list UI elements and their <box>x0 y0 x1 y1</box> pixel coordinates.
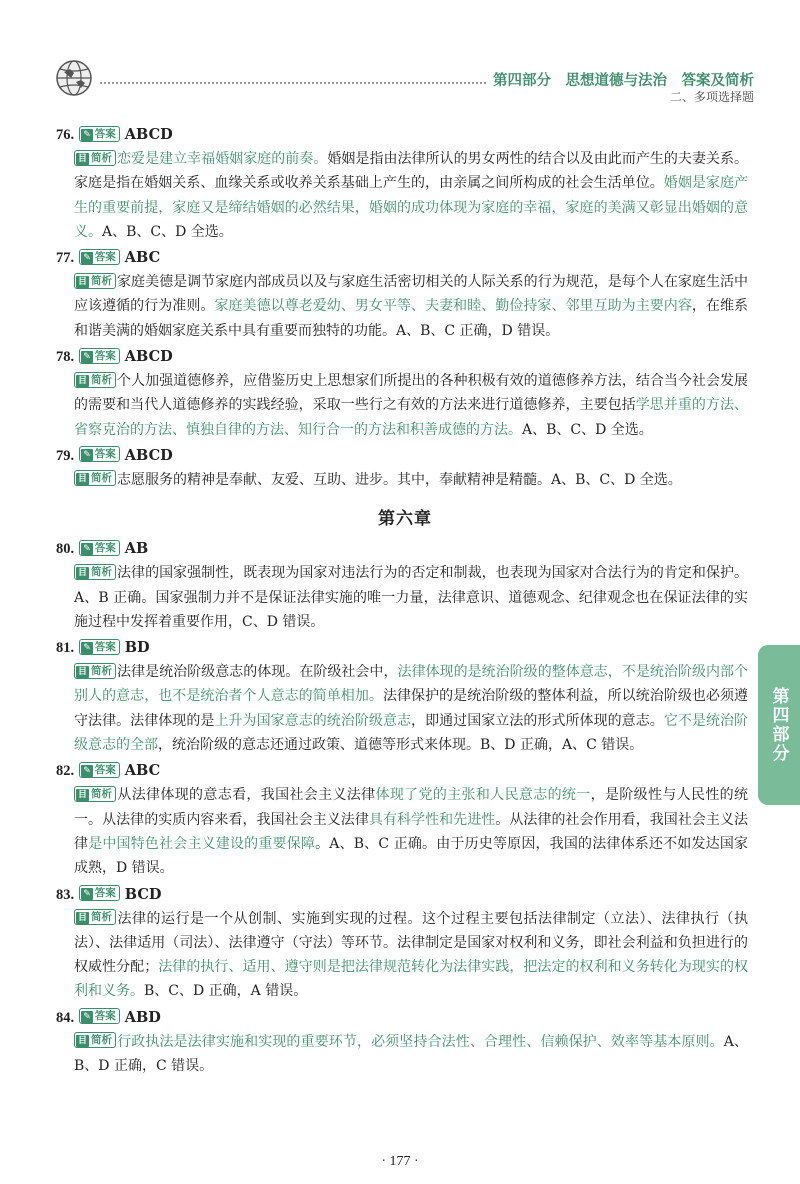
answer-tag <box>79 1008 120 1024</box>
answer-value: ABCD <box>124 348 173 366</box>
answer-value: ABC <box>124 762 161 780</box>
answer-tag-label: 答案 <box>94 541 116 554</box>
part-side-tab <box>758 645 800 805</box>
question-number: 81. <box>56 640 75 657</box>
answer-tag <box>79 540 120 556</box>
answer-line <box>56 883 748 907</box>
analysis-tag-label: 简析 <box>91 1034 113 1047</box>
answer-tag-label: 答案 <box>94 127 116 140</box>
highlighted-text: 法律体现的是统治阶级的整体意志，不是统治阶级内部个别人的意志，也不是统治者个人意志的简单相加。 <box>74 664 749 705</box>
analysis-text <box>74 561 748 634</box>
highlighted-text: 体现了党的主张和人民意志的统一 <box>375 787 591 804</box>
body-text: ，是阶级性与人民性的统一。从法律的实质内容来看，我国社会主义法律 <box>74 787 749 828</box>
analysis-tag <box>74 1032 116 1048</box>
answer-line <box>56 246 748 270</box>
answer-tag <box>79 446 120 462</box>
answer-tag-label: 答案 <box>94 887 116 900</box>
answer-tag-label: 答案 <box>94 1010 116 1023</box>
answer-entry <box>56 636 749 757</box>
question-number: 80. <box>56 541 75 558</box>
book-icon: 目 <box>78 474 88 485</box>
answer-tag-label: 答案 <box>94 349 116 362</box>
pencil-icon: ✎ <box>83 543 91 554</box>
answer-tag <box>79 762 120 778</box>
question-number: 76. <box>56 127 75 143</box>
answer-tag-label: 答案 <box>94 763 116 776</box>
answer-value: ABCD <box>124 126 173 143</box>
answer-tag <box>79 249 120 265</box>
answer-tag <box>79 885 120 901</box>
answer-tag <box>79 126 120 142</box>
side-tab-label: 第四部分 <box>768 687 789 763</box>
highlighted-text: 具有科学性和先进性 <box>368 811 496 828</box>
analysis-tag <box>74 786 116 802</box>
globe-icon <box>54 58 94 98</box>
analysis-tag <box>74 470 116 486</box>
body-text: A、B、C、D 全选。 <box>522 421 653 438</box>
answer-list <box>56 121 749 1080</box>
book-icon: 目 <box>78 567 88 578</box>
analysis-text <box>74 660 748 757</box>
highlighted-text: 它不是统治阶级意志的全部 <box>74 712 749 754</box>
analysis-tag <box>74 150 116 166</box>
body-text: ，即通过国家立法的形式所体现的意志。 <box>411 712 664 729</box>
analysis-text <box>74 907 748 1004</box>
answer-line <box>56 444 748 468</box>
analysis-tag-label: 简析 <box>91 472 113 485</box>
pencil-icon: ✎ <box>83 1012 91 1023</box>
analysis-tag <box>74 273 116 289</box>
analysis-tag <box>74 909 116 925</box>
page-header <box>54 58 754 108</box>
highlighted-text: 学思并重的方法、省察克治的方法、慎独自律的方法、知行合一的方法和积善成德的方法。 <box>74 397 749 438</box>
analysis-tag-label: 简析 <box>91 274 113 287</box>
body-text: ，统治阶级的意志还通过政策、道德等形式来体现。B、D 正确，A、C 错误。 <box>158 737 644 754</box>
answer-line <box>56 759 748 783</box>
analysis-text <box>74 468 748 492</box>
answer-value: ABD <box>124 1008 161 1026</box>
question-number: 77. <box>56 250 75 267</box>
chapter-title: 第六章 <box>378 509 432 530</box>
body-text: A、B、C、D 全选。 <box>102 223 233 240</box>
pencil-icon: ✎ <box>83 642 91 653</box>
body-text: 婚姻是指由法律所认的男女两性的结合以及由此而产生的夫妻关系。家庭是指在婚姻关系、血缘关系或收养关系基础上产生的，由亲属之间所构成的社会生活单位。 <box>74 151 749 192</box>
question-number: 84. <box>56 1009 75 1026</box>
header-subtitle: 二、多项选择题 <box>669 90 754 104</box>
analysis-text <box>74 1030 748 1079</box>
highlighted-text: 行政执法是法律实施和实现的重要环节，必须坚持合法性、合理性、信赖保护、效率等基本原则。 <box>117 1033 724 1050</box>
body-text: 法律是统治阶级意志的体现。在阶级社会中， <box>117 664 398 681</box>
question-number: 78. <box>56 349 75 366</box>
answer-line <box>56 123 748 147</box>
pencil-icon: ✎ <box>83 252 91 263</box>
pencil-icon: ✎ <box>83 351 91 362</box>
answer-line <box>56 537 748 561</box>
answer-line <box>56 636 748 660</box>
answer-entry <box>56 1006 748 1079</box>
highlighted-text: 是中国特色社会主义建设的重要保障 <box>88 835 316 852</box>
book-icon: 目 <box>78 789 88 800</box>
book-icon: 目 <box>78 913 88 924</box>
highlighted-text: 上升为国家意志的统治阶级意志 <box>214 712 412 729</box>
page-number: · 177 · <box>381 1154 419 1169</box>
analysis-tag-label: 简析 <box>91 664 113 677</box>
book-icon: 目 <box>78 375 88 386</box>
question-number: 79. <box>56 447 75 464</box>
answer-line <box>56 345 748 369</box>
answer-entry <box>56 246 749 343</box>
answer-value: BCD <box>124 885 162 903</box>
highlighted-text: 法律的执行、适用、遵守则是把法律规范转化为法律实践，把法定的权利和义务转化为现实的权利和义务。 <box>74 959 749 1000</box>
body-text: A、B、D 正确，C 错误。 <box>74 1033 748 1075</box>
answer-value: BD <box>124 639 150 657</box>
highlighted-text: 恋爱是建立幸福婚姻家庭的前奏。 <box>117 151 328 167</box>
answer-line <box>56 1006 748 1030</box>
analysis-tag <box>74 663 116 679</box>
header-title: 第四部分 思想道德与法治 答案及简析 <box>487 69 754 90</box>
body-text: 从法律体现的意志看，我国社会主义法律 <box>117 787 376 804</box>
answer-entry <box>56 123 749 244</box>
analysis-text <box>74 783 748 880</box>
body-text: B、C、D 正确，A 错误。 <box>144 983 308 1000</box>
analysis-tag-label: 简析 <box>91 373 113 386</box>
book-icon: 目 <box>78 276 88 287</box>
body-text: 个人加强道德修养，应借鉴历史上思想家们所提出的各种积极有效的道德修养方法，结合当今社会发展的需要和当代人道德修养的实践经验，采取一些行之有效的方法来进行道德修养，主要包括 <box>74 373 748 414</box>
book-icon: 目 <box>78 1036 88 1047</box>
answer-entry <box>56 883 749 1004</box>
body-text: ，在维系和谐美满的婚姻家庭关系中具有重要而独特的功能。A、B、C 正确，D 错误。 <box>74 298 749 339</box>
body-text: 法律保护的是统治阶级的整体利益，所以统治阶级也必须遵守法律。法律体现的是 <box>74 688 748 729</box>
highlighted-text: 家庭美德以尊老爱幼、男女平等、夫妻和睦、勤俭持家、邻里互助为主要内容 <box>214 298 692 315</box>
analysis-text <box>74 147 748 244</box>
analysis-tag <box>74 372 116 388</box>
body-text: 志愿服务的精神是奉献、友爱、互助、进步。其中，奉献精神是精髓。A、B、C、D 全选。 <box>117 471 682 488</box>
answer-entry <box>56 759 749 880</box>
highlighted-text: 婚姻是家庭产生的重要前提，家庭又是缔结婚姻的必然结果，婚姻的成功体现为家庭的幸福，家庭的美满又彰显出婚姻的意义。 <box>74 175 749 240</box>
answer-entry <box>56 537 748 634</box>
body-text: 。A、B、C 正确。由于历史等原因，我国的法律体系还不如发达国家成熟，D 错误。 <box>74 835 749 877</box>
analysis-tag-label: 简析 <box>91 787 113 800</box>
answer-entry <box>56 345 749 442</box>
answer-tag-label: 答案 <box>94 448 116 461</box>
body-text: 家庭美德是调节家庭内部成员以及与家庭生活密切相关的人际关系的行为规范，是每个人在家庭生活中应该遵循的行为准则。 <box>74 274 748 315</box>
answer-value: ABCD <box>124 446 173 464</box>
analysis-tag-label: 简析 <box>91 151 113 164</box>
pencil-icon: ✎ <box>83 450 91 461</box>
answer-tag <box>79 348 120 364</box>
analysis-text <box>74 270 748 343</box>
answer-tag-label: 答案 <box>94 250 116 263</box>
answer-value: AB <box>124 540 149 558</box>
analysis-tag-label: 简析 <box>91 911 113 924</box>
body-text: 法律的国家强制性，既表现为国家对违法行为的否定和制裁，也表现为国家对合法行为的肯定和保护。A、B 正确。国家强制力并不是保证法律实施的唯一力量，法律意识、道德观念、纪律观念也在保证法律的实施过程中发挥着重要作用，C、D 错误。 <box>74 565 748 630</box>
body-text: 。从法律的社会作用看，我国社会主义法律 <box>74 811 749 852</box>
analysis-text <box>74 369 748 442</box>
book-icon: 目 <box>78 666 88 677</box>
analysis-tag <box>74 564 116 580</box>
answer-tag-label: 答案 <box>94 640 116 653</box>
question-number: 83. <box>56 886 75 903</box>
analysis-tag-label: 简析 <box>91 565 113 578</box>
pencil-icon: ✎ <box>83 129 91 140</box>
answer-entry <box>56 444 748 492</box>
answer-value: ABC <box>124 249 161 267</box>
pencil-icon: ✎ <box>83 889 91 900</box>
pencil-icon: ✎ <box>83 765 91 776</box>
question-number: 82. <box>56 763 75 780</box>
body-text: 法律的运行是一个从创制、实施到实现的过程。这个过程主要包括法律制定（立法）、法律执行（执法）、法律适用（司法）、法律遵守（守法）等环节。法律制定是国家对权利和义务，即社会利益和负担进行的权威性分配； <box>74 910 748 976</box>
answer-tag <box>79 639 120 655</box>
book-icon: 目 <box>78 153 88 164</box>
